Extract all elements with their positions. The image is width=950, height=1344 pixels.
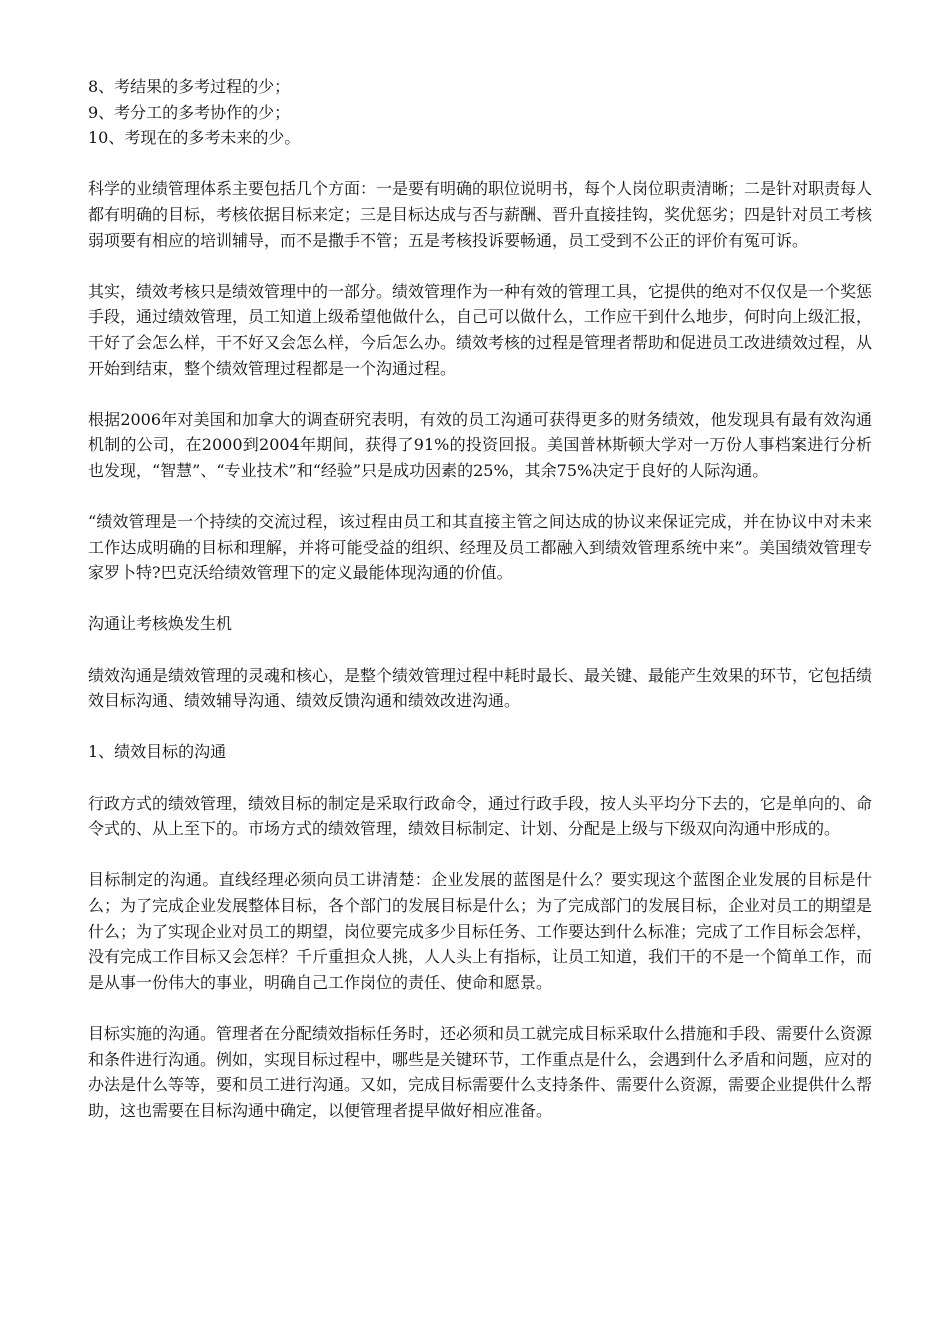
list-item: 10、考现在的多考未来的少。 bbox=[88, 128, 301, 148]
paragraph-gap bbox=[88, 637, 872, 663]
paragraph-gap bbox=[88, 714, 872, 740]
subsection-heading: 1、绩效目标的沟通 bbox=[88, 742, 227, 762]
paragraph-goal-setting: 目标制定的沟通。直线经理必须向员工讲清楚：企业发展的蓝图是什么？要实现这个蓝图企业发展的目标是什么；为了完成企业发展整体目标，各个部门的发展目标是什么；为了完成部门的发展目标，企业对员工的期望是什么；为了实现企业对员工的期望，岗位要完成多少目标任务、工作要达到什么标准；完成了工作目标会怎样，没有完成工作目标又会怎样？千斤重担众人挑，人人头上有指标，让员工知道，我们干的不是一个简单工作，而是从事一份伟大的事业，明确自己工作岗位的责任、使命和愿景。 bbox=[88, 870, 873, 992]
paragraph-admin-vs-market: 行政方式的绩效管理，绩效目标的制定是采取行政命令，通过行政手段，按人头平均分下去的，它是单向的、命令式的、从上至下的。市场方式的绩效管理，绩效目标制定、计划、分配是上级与下级双向沟通中形成的。 bbox=[88, 793, 873, 839]
paragraph-gap bbox=[88, 151, 872, 177]
document-body bbox=[88, 74, 872, 1123]
paragraph-goal-implementation: 目标实施的沟通。管理者在分配绩效指标任务时，还必须和员工就完成目标采取什么措施和手段、需要什么资源和条件进行沟通。例如，实现目标过程中，哪些是关键环节，工作重点是什么，会遇到什么矛盾和问题，应对的办法是什么等等，要和员工进行沟通。又如，完成目标需要什么支持条件、需要什么资源，需要企业提供什么帮助，这也需要在目标沟通中确定，以便管理者提早做好相应准备。 bbox=[88, 1023, 873, 1120]
paragraph-gap bbox=[88, 586, 872, 612]
paragraph-appraisal-part: 其实，绩效考核只是绩效管理中的一部分。绩效管理作为一种有效的管理工具，它提供的绝对不仅仅是一个奖惩手段，通过绩效管理，员工知道上级希望他做什么，自己可以做什么，工作应干到什么地步，何时向上级汇报，干好了会怎么样，干不好又会怎么样，今后怎么办。绩效考核的过程是管理者帮助和促进员工改进绩效过程，从开始到结束，整个绩效管理过程都是一个沟通过程。 bbox=[88, 281, 873, 378]
list-item: 8、考结果的多考过程的少； bbox=[88, 77, 291, 96]
paragraph-gap bbox=[88, 995, 872, 1021]
paragraph-gap bbox=[88, 381, 872, 407]
paragraph-performance-system: 科学的业绩管理体系主要包括几个方面：一是要有明确的职位说明书，每个人岗位职责清晰；二是针对职责每人都有明确的目标，考核依据目标来定；三是目标达成与否与薪酬、晋升直接挂钩，奖优惩劣；四是针对员工考核弱项要有相应的培训辅导，而不是撒手不管；五是考核投诉要畅通，员工受到不公正的评价有冤可诉。 bbox=[88, 179, 873, 250]
paragraph-gap bbox=[88, 765, 872, 791]
paragraph-communication-core: 绩效沟通是绩效管理的灵魂和核心，是整个绩效管理过程中耗时最长、最关键、最能产生效果的环节，它包括绩效目标沟通、绩效辅导沟通、绩效反馈沟通和绩效改进沟通。 bbox=[88, 665, 873, 711]
paragraph-definition-quote: “绩效管理是一个持续的交流过程，该过程由员工和其直接主管之间达成的协议来保证完成，并在协议中对未来工作达成明确的目标和理解，并将可能受益的组织、经理及员工都融入到绩效管理系统中来”。美国绩效管理专家罗卜特?巴克沃给绩效管理下的定义最能体现沟通的价值。 bbox=[88, 512, 872, 583]
paragraph-survey-research: 根据2006年对美国和加拿大的调查研究表明，有效的员工沟通可获得更多的财务绩效，他发现具有最有效沟通机制的公司，在2000到2004年期间，获得了91%的投资回报。美国普林斯顿大学对一万份人事档案进行分析也发现，“智慧”、“专业技术”和“经验”只是成功因素的25%，其余75%决定于良好的人际沟通。 bbox=[88, 409, 872, 480]
paragraph-gap bbox=[88, 253, 872, 279]
paragraph-gap bbox=[88, 842, 872, 868]
list-item: 9、考分工的多考协作的少； bbox=[88, 102, 291, 122]
section-heading: 沟通让考核焕发生机 bbox=[88, 614, 233, 634]
paragraph-gap bbox=[88, 484, 872, 510]
